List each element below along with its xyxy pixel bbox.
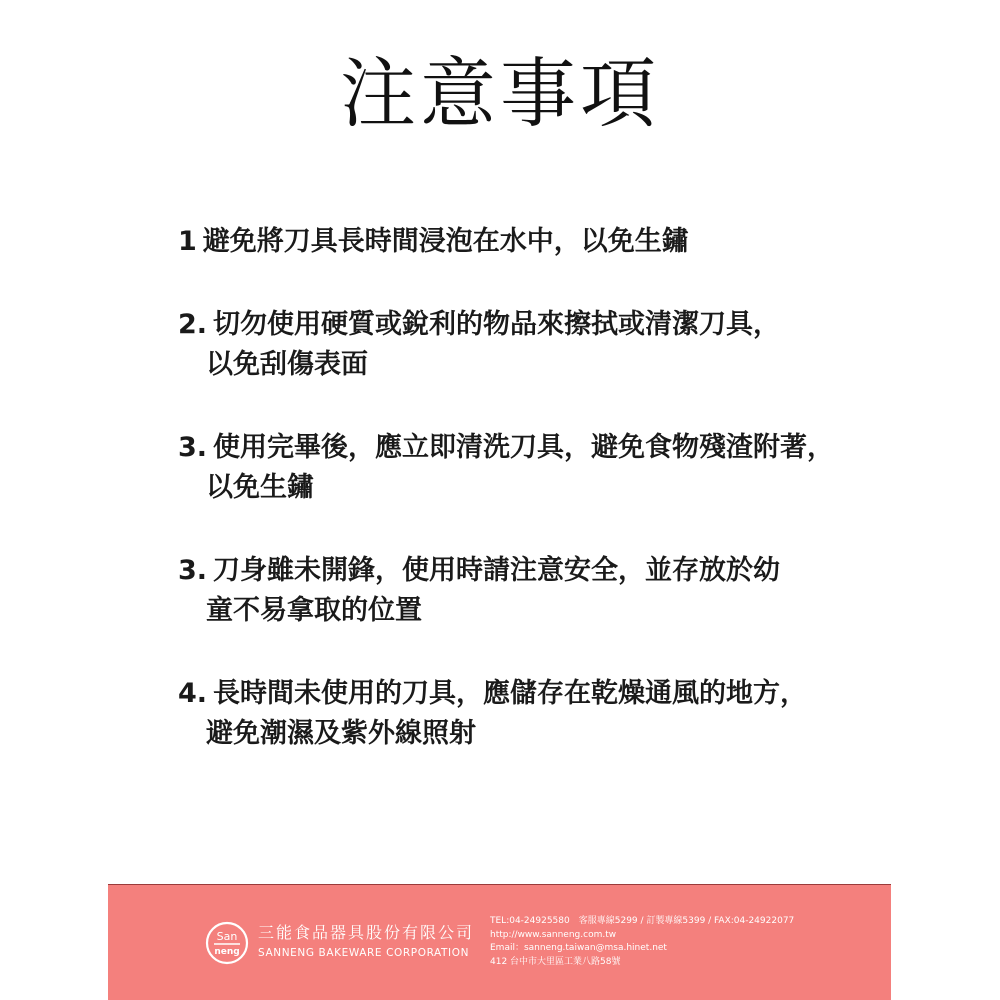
contact-website[interactable]: http://www.sanneng.com.tw	[490, 929, 617, 940]
contact-info	[490, 915, 794, 969]
footer-banner	[108, 884, 891, 1000]
note-number: 2.	[178, 309, 208, 340]
logo-text-top: San	[216, 930, 238, 943]
note-text-continued: 避免潮濕及紫外線照射	[206, 718, 476, 749]
note-item-4	[178, 551, 878, 631]
note-text-continued: 以免刮傷表面	[206, 349, 368, 380]
contact-email[interactable]: Email：sanneng.taiwan@msa.hinet.net	[490, 943, 667, 953]
note-number: 3.	[178, 555, 208, 586]
note-text: 刀身雖未開鋒，使用時請注意安全，並存放於幼	[213, 555, 781, 586]
note-number: 4.	[178, 678, 208, 709]
note-text: 避免將刀具長時間浸泡在水中，以免生鏽	[202, 226, 689, 257]
note-text: 長時間未使用的刀具，應儲存在乾燥通風的地方，	[213, 678, 808, 709]
note-text-continued: 童不易拿取的位置	[206, 595, 422, 626]
company-name-block	[258, 923, 474, 960]
company-name-en: SANNENG BAKEWARE CORPORATION	[258, 947, 470, 959]
notes-list	[178, 222, 878, 797]
note-item-1	[178, 222, 878, 262]
logo-text-bottom: neng	[214, 947, 240, 957]
note-text-continued: 以免生鏽	[206, 472, 314, 503]
page-title: 注意事項	[340, 49, 660, 138]
note-item-5	[178, 674, 878, 754]
company-name-zh: 三能食品器具股份有限公司	[258, 923, 475, 942]
note-number: 3.	[178, 432, 208, 463]
note-text: 使用完畢後，應立即清洗刀具，避免食物殘渣附著，	[213, 432, 835, 463]
note-item-2	[178, 305, 878, 385]
note-text: 切勿使用硬質或銳利的物品來擦拭或清潔刀具，	[213, 309, 781, 340]
contact-phone: TEL:04-24925580 客服專線5299 / 訂製專線5399 / FAX:04-24922077	[490, 916, 795, 926]
note-number: 1	[178, 226, 197, 257]
sanneng-logo-icon	[205, 921, 249, 965]
note-item-3	[178, 428, 878, 508]
contact-address: 412 台中市大里區工業八路58號	[490, 956, 621, 967]
